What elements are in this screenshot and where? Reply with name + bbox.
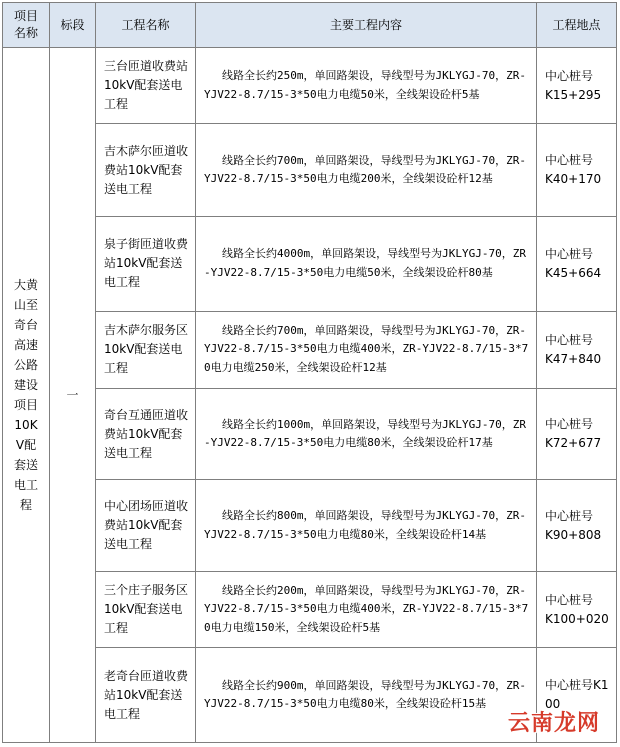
row-location: 中心桩号K90+808	[537, 480, 617, 572]
table-row	[3, 480, 617, 572]
row-content: 线路全长约200m，单回路架设，导线型号为JKLYGJ-70，ZR-YJV22-8.7/15-3*50电力电缆400米，ZR-YJV22-8.7/15-3*70电力电缆150米，全线架设砼杆5基	[196, 572, 537, 648]
row-content: 线路全长约700m，单回路架设，导线型号为JKLYGJ-70，ZR-YJV22-8.7/15-3*50电力电缆200米，全线架设砼杆12基	[196, 124, 537, 217]
row-content: 线路全长约4000m，单回路架设，导线型号为JKLYGJ-70，ZR-YJV22-8.7/15-3*50电力电缆50米，全线架设砼杆80基	[196, 216, 537, 311]
table-row	[3, 572, 617, 648]
row-location: 中心桩号K40+170	[537, 124, 617, 217]
header-project-name: 项目名称	[3, 3, 50, 48]
row-name: 吉木萨尔匝道收费站10kV配套送电工程	[96, 124, 196, 217]
row-name: 吉木萨尔服务区10kV配套送电工程	[96, 311, 196, 388]
table-row	[3, 311, 617, 388]
table-row	[3, 48, 617, 124]
header-row	[3, 3, 617, 48]
row-location: 中心桩号K1 00	[537, 648, 617, 743]
row-content: 线路全长约250m，单回路架设，导线型号为JKLYGJ-70，ZR-YJV22-8.7/15-3*50电力电缆50米，全线架设砼杆5基	[196, 48, 537, 124]
project-table	[2, 2, 617, 743]
header-main-content: 主要工程内容	[196, 3, 537, 48]
table-row	[3, 216, 617, 311]
watermark-logo: 云南龙网	[507, 711, 600, 736]
header-section: 标段	[50, 3, 96, 48]
table-row	[3, 388, 617, 480]
row-name: 中心团场匝道收费站10kV配套送电工程	[96, 480, 196, 572]
row-content: 线路全长约700m，单回路架设，导线型号为JKLYGJ-70，ZR-YJV22-8.7/15-3*50电力电缆400米，ZR-YJV22-8.7/15-3*70电力电缆250米，全线架设砼杆12基	[196, 311, 537, 388]
row-location: 中心桩号K15+295	[537, 48, 617, 124]
row-name: 奇台互通匝道收费站10kV配套送电工程	[96, 388, 196, 480]
row-name: 三个庄子服务区10kV配套送电工程	[96, 572, 196, 648]
section-cell: 一	[50, 48, 96, 743]
row-name: 泉子街匝道收费站10kV配套送电工程	[96, 216, 196, 311]
row-location: 中心桩号K100+020	[537, 572, 617, 648]
header-location: 工程地点	[537, 3, 617, 48]
row-location: 中心桩号K72+677	[537, 388, 617, 480]
row-content: 线路全长约1000m，单回路架设，导线型号为JKLYGJ-70，ZR-YJV22-8.7/15-3*50电力电缆80米，全线架设砼杆17基	[196, 388, 537, 480]
project-name-cell: 大黄山至奇台高速公路建设项目10KV配套送电工程	[3, 48, 50, 743]
table-row	[3, 124, 617, 217]
row-location: 中心桩号K45+664	[537, 216, 617, 311]
row-content: 线路全长约800m，单回路架设，导线型号为JKLYGJ-70，ZR-YJV22-8.7/15-3*50电力电缆80米，全线架设砼杆14基	[196, 480, 537, 572]
row-name: 老奇台匝道收费站10kV配套送电工程	[96, 648, 196, 743]
header-engineering-name: 工程名称	[96, 3, 196, 48]
row-location: 中心桩号K47+840	[537, 311, 617, 388]
row-content: 线路全长约900m，单回路架设，导线型号为JKLYGJ-70，ZR-YJV22-8.7/15-3*50电力电缆80米，全线架设砼杆15基	[196, 648, 537, 743]
row-name: 三台匝道收费站10kV配套送电工程	[96, 48, 196, 124]
